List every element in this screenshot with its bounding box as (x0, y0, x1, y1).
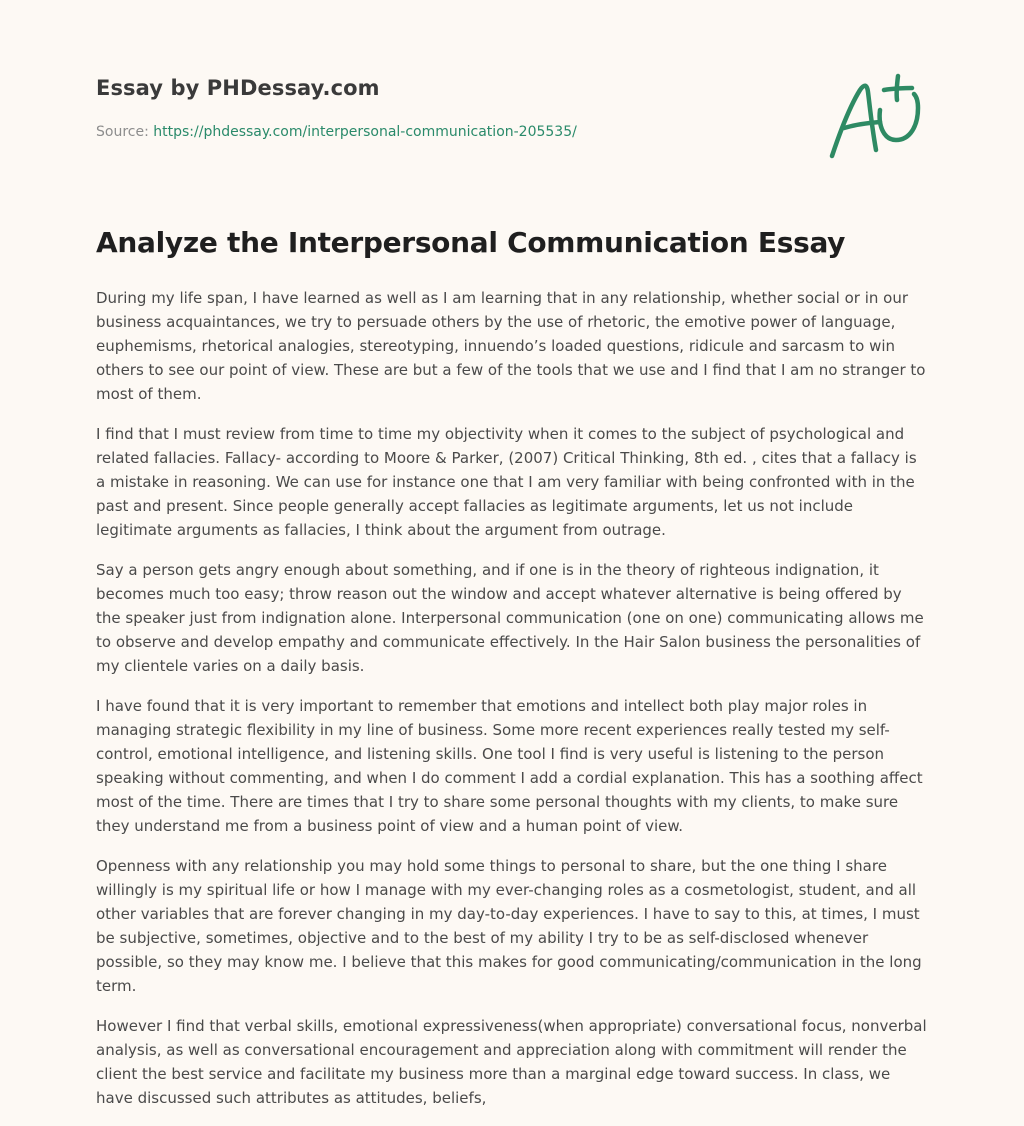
essay-body (96, 286, 930, 1126)
a-plus-logo-icon (826, 70, 926, 162)
essay-title: Analyze the Interpersonal Communication Essay (96, 226, 846, 259)
essay-paragraph: I find that I must review from time to time my objectivity when it comes to the subject of psychological and related fallacies. Fallacy- according to Moore & Parker, (2007) Critical Thinking, 8th ed. , cites that a fallacy is a mistake in reasoning. We can use for instance one that I am very familiar with being confronted with in the past and present. Since people generally accept fallacies as legitimate arguments, let us not include legitimate arguments as fallacies, I think about the argument from outrage. (96, 425, 917, 539)
essay-paragraph: Openness with any relationship you may hold some things to personal to share, but the one thing I share willingly is my spiritual life or how I manage with my ever-changing roles as a cosmetologist, student, and all other variables that are forever changing in my day-to-day experiences. I have to say to this, at times, I must be subjective, sometimes, objective and to the best of my ability I try to be as self-disclosed whenever possible, so they may know me. I believe that this makes for good communicating/communication in the long term. (96, 857, 922, 995)
source-link[interactable]: https://phdessay.com/interpersonal-communication-205535/ (153, 124, 577, 140)
essay-paragraph: During my life span, I have learned as well as I am learning that in any relationship, whether social or in our business acquaintances, we try to persuade others by the use of rhetoric, the emotive power of language, euphemisms, rhetorical analogies, stereotyping, innuendo’s loaded questions, ridicule and sarcasm to win others to see our point of view. These are but a few of the tools that we use and I find that I am no stranger to most of them. (96, 289, 926, 403)
site-title: Essay by PHDessay.com (96, 76, 380, 100)
source-line (96, 124, 577, 140)
source-label: Source: (96, 124, 149, 140)
essay-paragraph: I have found that it is very important to remember that emotions and intellect both play major roles in managing strategic flexibility in my line of business. Some more recent experiences really tested my self-control, emotional intelligence, and listening skills. One tool I find is very useful is listening to the person speaking without commenting, and when I do comment I add a cordial explanation. This has a soothing affect most of the time. There are times that I try to share some personal thoughts with my clients, to make sure they understand me from a business point of view and a human point of view. (96, 697, 923, 835)
essay-paragraph: However I find that verbal skills, emotional expressiveness(when appropriate) conversational focus, nonverbal analysis, as well as conversational encouragement and appreciation along with commitment will render the client the best service and facilitate my business more than a marginal edge toward success. In class, we have discussed such attributes as attitudes, beliefs, (96, 1017, 927, 1107)
page-header (96, 70, 928, 180)
essay-paragraph: Say a person gets angry enough about something, and if one is in the theory of righteous indignation, it becomes much too easy; throw reason out the window and accept whatever alternative is being offered by the speaker just from indignation alone. Interpersonal communication (one on one) communicating allows me to observe and develop empathy and communicate effectively. In the Hair Salon business the personalities of my clientele varies on a daily basis. (96, 561, 924, 675)
